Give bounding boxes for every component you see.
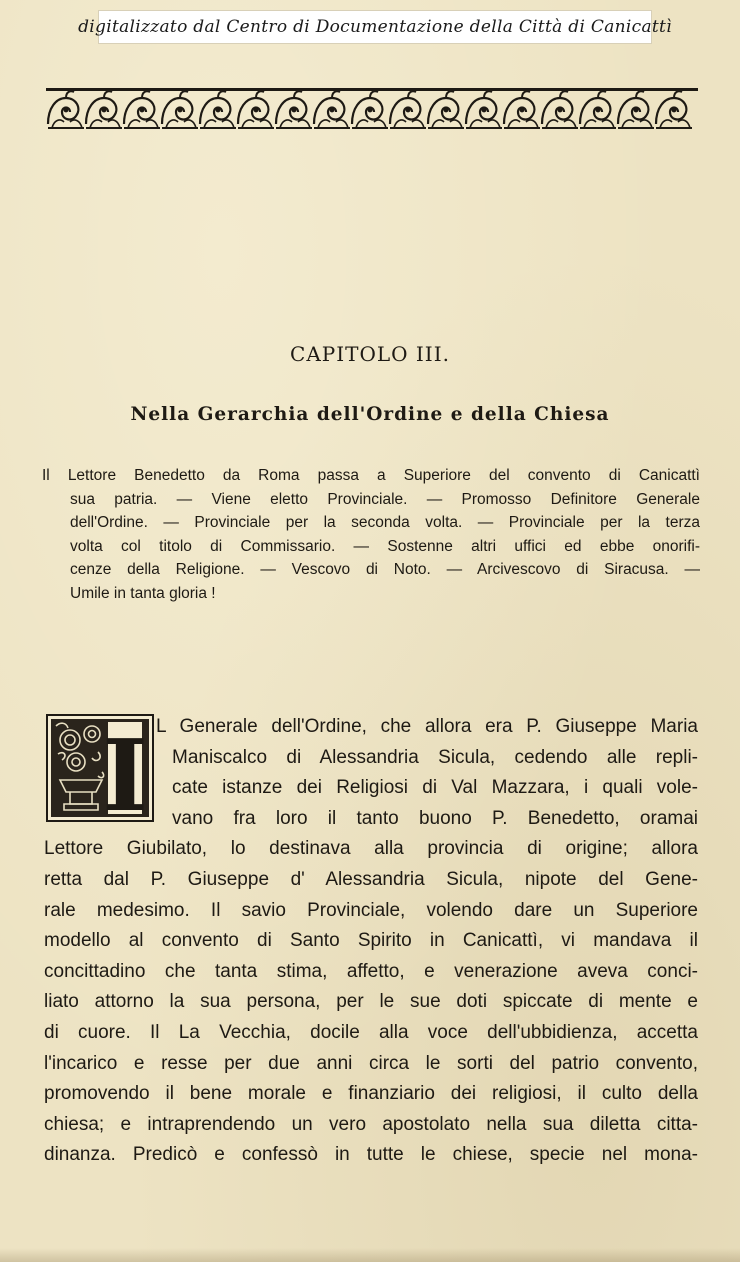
chapter-title: Nella Gerarchia dell'Ordine e della Chiesa xyxy=(130,404,610,425)
body-line: promovendo il bene morale e finanziario dei religiosi, il culto della xyxy=(44,1083,698,1105)
summary-line: volta col titolo di Commissario. — Sostenne altri uffici ed ebbe onorifi- xyxy=(70,537,700,555)
body-line: L Generale dell'Ordine, che allora era P. Giuseppe Maria xyxy=(156,716,698,737)
summary-line: Umile in tanta gloria ! xyxy=(70,584,216,602)
body-line: vano fra loro il tanto buono P. Benedetto, oramai xyxy=(172,807,698,829)
body-line: concittadino che tanta stima, affetto, e venerazione aveva conci- xyxy=(44,960,698,982)
body-line: rale medesimo. Il savio Provinciale, volendo dare un Superiore xyxy=(44,899,698,921)
summary-line: Il Lettore Benedetto da Roma passa a Superiore del convento di Canicattì xyxy=(42,467,700,484)
chapter-summary xyxy=(42,464,700,605)
body-line: modello al convento di Santo Spirito in Canicattì, vi mandava il xyxy=(44,930,698,952)
watermark-text: digitalizzato dal Centro di Documentazione della Città di Canicattì xyxy=(78,17,672,37)
body-line: Maniscalco di Alessandria Sicula, cedendo alle repli- xyxy=(172,746,698,768)
body-line: retta dal P. Giuseppe d' Alessandria Sicula, nipote del Gene- xyxy=(44,868,698,890)
ornament-pattern xyxy=(48,91,692,128)
body-line: liato attorno la sua persona, per le sue doti spiccate di mente e xyxy=(44,991,698,1013)
decorative-border-ornament xyxy=(46,88,698,130)
summary-line: dell'Ordine. — Provinciale per la seconda volta. — Provinciale per la terza xyxy=(70,514,700,531)
body-line: dinanza. Predicò e confessò in tutte le chiese, specie nel mona- xyxy=(44,1144,698,1166)
body-line: chiesa; e intraprendendo un vero apostolato nella sua diletta citta- xyxy=(44,1113,698,1135)
summary-line: sua patria. — Viene eletto Provinciale. — Promosso Definitore Generale xyxy=(70,490,700,508)
body-line: l'incarico e resse per due anni circa le sorti del patrio convento, xyxy=(44,1052,698,1074)
digitization-watermark xyxy=(78,10,672,44)
chapter-number: CAPITOLO III. xyxy=(290,342,450,366)
body-line: cate istanze dei Religiosi di Val Mazzara, i quali vole- xyxy=(172,777,698,799)
summary-line: cenze della Religione. — Vescovo di Noto. — Arcivescovo di Siracusa. — xyxy=(70,561,700,578)
dropcap-letter: I xyxy=(102,719,148,822)
body-line: di cuore. Il La Vecchia, docile alla voce dell'ubbidienza, accetta xyxy=(44,1021,698,1043)
body-line: Lettore Giubilato, lo destinava alla provincia di origine; allora xyxy=(44,838,698,860)
body-paragraph xyxy=(44,712,698,1171)
